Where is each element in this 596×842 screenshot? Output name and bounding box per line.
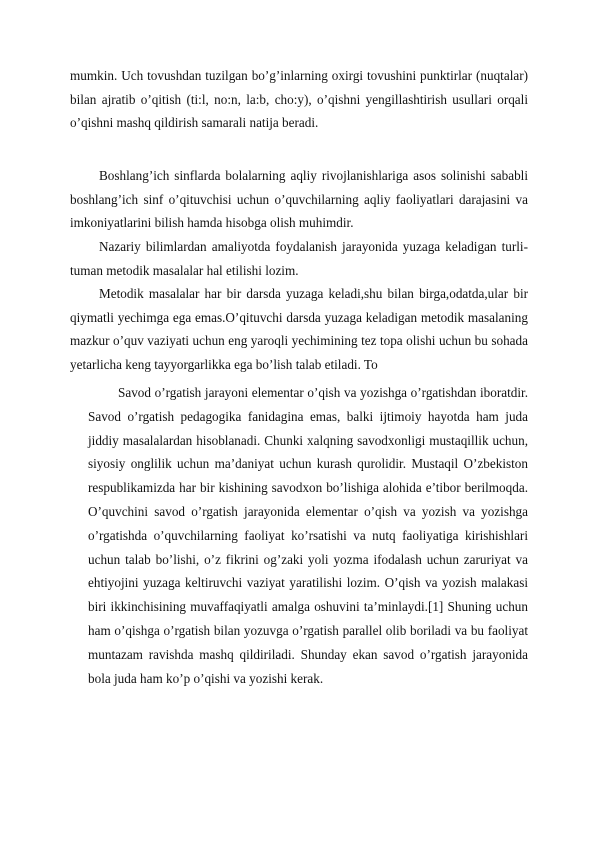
paragraph-theory-practice: Nazariy bilimlardan amaliyotda foydalanish jarayonida yuzaga keladigan turli-tuman metodik masalalar hal etilishi lozim. [70, 239, 528, 278]
paragraph-methodical-problems: Metodik masalalar har bir darsda yuzaga keladi,shu bilan birga,odatda,ular bir qiymatli yechimga ega emas.O’qituvchi darsda yuzaga keladigan metodik masalaning mazkur o’quv vaziyati uchun eng yaroqli yechimining tez topa olishi uchun bu sohada yetarlicha keng tayyorgarlikka ega bo’lish talab etiladi. To [70, 286, 528, 372]
paragraph-literacy-teaching: Savod o’rgatish jarayoni elementar o’qish va yozishga o’rgatishdan iboratdir. Savod o’rgatish pedagogika fanidagina emas, balki ijtimoiy hayotda ham juda jiddiy masalalardan hisoblanadi. Chunki xalqning savodxonligi mustaqillik uchun, siyosiy onglilik uchun ma’daniyat uchun kurash qurolidir. Mustaqil O’zbekiston respublikamizda har bir kishining savodxon bo’lishiga alohida e’tibor berilmoqda. O’quvchini savod o’rgatish jarayonida elementar o’qish va yozish va yozishga o’rgatishda o’quvchilarning faoliyat ko’rsatishi va nutq faoliyatiga kirishishlari uchun talab bo’lishi, o’z fikrini og’zaki yoli yozma ifodalash uchun zaruriyat va ehtiyojini yuzaga keltiruvchi vaziyat yaratilishi lozim. O’qish va yozish malakasi biri ikkinchisining muvaffaqiyatli amalga oshuvini ta’minlaydi.[1] Shuning uchun ham o’qishga o’rgatish bilan yozuvga o’rgatish parallel olib boriladi va bu faoliyat muntazam ravishda mashq qildiriladi. Shunday ekan savod o’rgatish jarayonida bola juda ham ko’p o’qishi va yozishi kerak. [88, 385, 528, 686]
paragraph-primary-classes: Boshlang’ich sinflarda bolalarning aqliy rivojlanishlariga asos solinishi sababli boshlang’ich sinf o’qituvchisi uchun o’quvchilarning aqliy faoliyatlari darajasini va imkoniyatlarini bilish hamda hisobga olish muhimdir. [70, 168, 528, 231]
paragraph-reading-methods: mumkin. Uch tovushdan tuzilgan bo’g’inlarning oxirgi tovushini punktirlar (nuqtalar) bilan ajratib o’qitish (ti:l, no:n, la:b, cho:y), o’qishni yengillashtirish usullari orqali o’qishni mashq qildirish samarali natija beradi. [70, 68, 528, 131]
